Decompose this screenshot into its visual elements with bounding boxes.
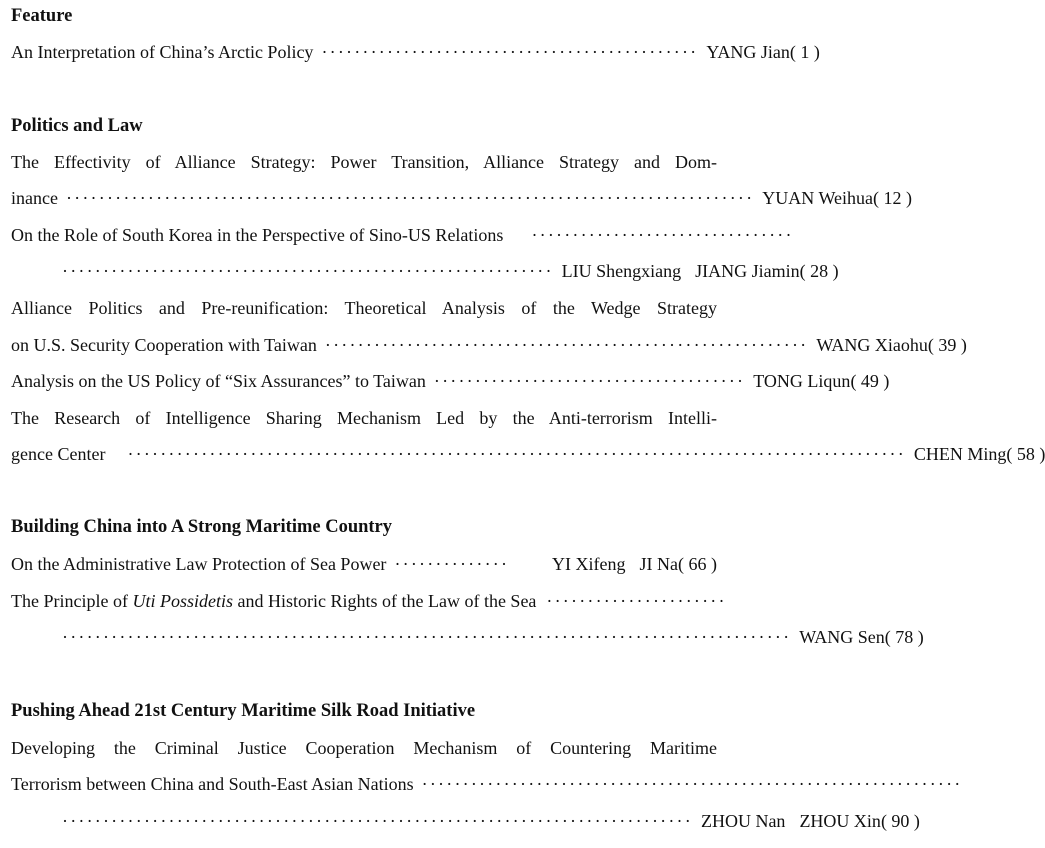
page-number: ( 58 )	[1006, 444, 1045, 464]
article-title: On the Role of South Korea in the Perspective of Sino-US Relations	[11, 225, 504, 245]
article-author: JIANG Jiamin	[695, 261, 800, 281]
article-title-line[interactable]: The Effectivity of Alliance Strategy: Power Transition, Alliance Strategy and Dom-	[11, 152, 717, 172]
article-author: ZHOU Xin	[799, 811, 881, 831]
section-heading: Politics and Law	[11, 116, 143, 136]
toc-entry-continued[interactable]	[62, 259, 839, 283]
section-heading: Pushing Ahead 21st Century Maritime Silk Road Initiative	[11, 701, 476, 721]
article-author: LIU Shengxiang	[561, 261, 682, 281]
article-title: Analysis on the US Policy of “Six Assurances” to Taiwan	[11, 371, 426, 391]
article-title-line: on U.S. Security Cooperation with Taiwan	[11, 335, 317, 355]
article-authors: YANG Jian	[706, 42, 790, 62]
article-title: An Interpretation of China’s Arctic Policy	[11, 42, 314, 62]
section-heading: Feature	[11, 6, 73, 26]
dot-leader: ····················································································	[65, 188, 755, 208]
toc-entry[interactable]	[11, 552, 717, 576]
article-title: The Principle of Uti Possidetis and Historic Rights of the Law of the Sea	[11, 591, 537, 611]
toc-entry[interactable]	[11, 40, 820, 64]
article-title-line[interactable]: Developing the Criminal Justice Cooperation Mechanism of Countering Maritime	[11, 738, 717, 758]
article-title: On the Administrative Law Protection of Sea Power	[11, 554, 387, 574]
article-author: ZHOU Nan	[700, 811, 786, 831]
dot-leader: ··································································	[421, 774, 963, 794]
dot-leader: ······································	[433, 371, 746, 391]
article-title-line[interactable]: Alliance Politics and Pre-reunification: Theoretical Analysis of the Wedge Strategy	[11, 298, 717, 318]
italic-term: Uti Possidetis	[132, 591, 233, 611]
article-authors: TONG Liqun	[753, 371, 851, 391]
article-title-line: gence Center	[11, 444, 106, 464]
page-number: ( 39 )	[927, 335, 967, 355]
dot-leader: ····························································	[62, 261, 554, 281]
dot-leader: ·······························································································	[127, 444, 906, 464]
toc-entry[interactable]	[11, 369, 890, 393]
dot-leader: ······················	[546, 591, 727, 611]
dot-leader: ··············	[394, 554, 510, 574]
article-author: JI Na	[639, 554, 678, 574]
dot-leader: ···························································	[324, 335, 809, 355]
article-title-line[interactable]: The Research of Intelligence Sharing Mechanism Led by the Anti-terrorism Intelli-	[11, 408, 717, 428]
toc-entry[interactable]	[11, 333, 967, 357]
article-title-line: inance	[11, 188, 58, 208]
page-number: ( 78 )	[884, 627, 924, 647]
dot-leader: ·············································································	[62, 811, 693, 831]
page-number: ( 12 )	[872, 188, 912, 208]
article-authors: YUAN Weihua	[762, 188, 873, 208]
toc-entry[interactable]	[11, 186, 912, 210]
article-title-line: Terrorism between China and South-East Asian Nations	[11, 774, 414, 794]
dot-leader: ································	[531, 225, 794, 245]
toc-entry-continued[interactable]	[62, 625, 924, 649]
toc-entry[interactable]	[11, 772, 963, 796]
page-number: ( 28 )	[799, 261, 839, 281]
dot-leader: ··············································	[321, 42, 699, 62]
toc-entry-continued[interactable]	[62, 809, 920, 833]
section-heading: Building China into A Strong Maritime Country	[11, 517, 393, 537]
toc-entry[interactable]	[11, 442, 1045, 466]
page-number: ( 90 )	[880, 811, 920, 831]
article-author: YI Xifeng	[552, 554, 626, 574]
toc-entry[interactable]	[11, 223, 794, 247]
article-authors: WANG Xiaohu	[816, 335, 928, 355]
article-authors: CHEN Ming	[913, 444, 1007, 464]
toc-entry[interactable]	[11, 589, 727, 613]
page-number: ( 49 )	[850, 371, 890, 391]
page-number: ( 66 )	[678, 554, 717, 574]
article-authors: WANG Sen	[799, 627, 885, 647]
dot-leader: ·························································································	[62, 627, 792, 647]
page-number: ( 1 )	[789, 42, 820, 62]
